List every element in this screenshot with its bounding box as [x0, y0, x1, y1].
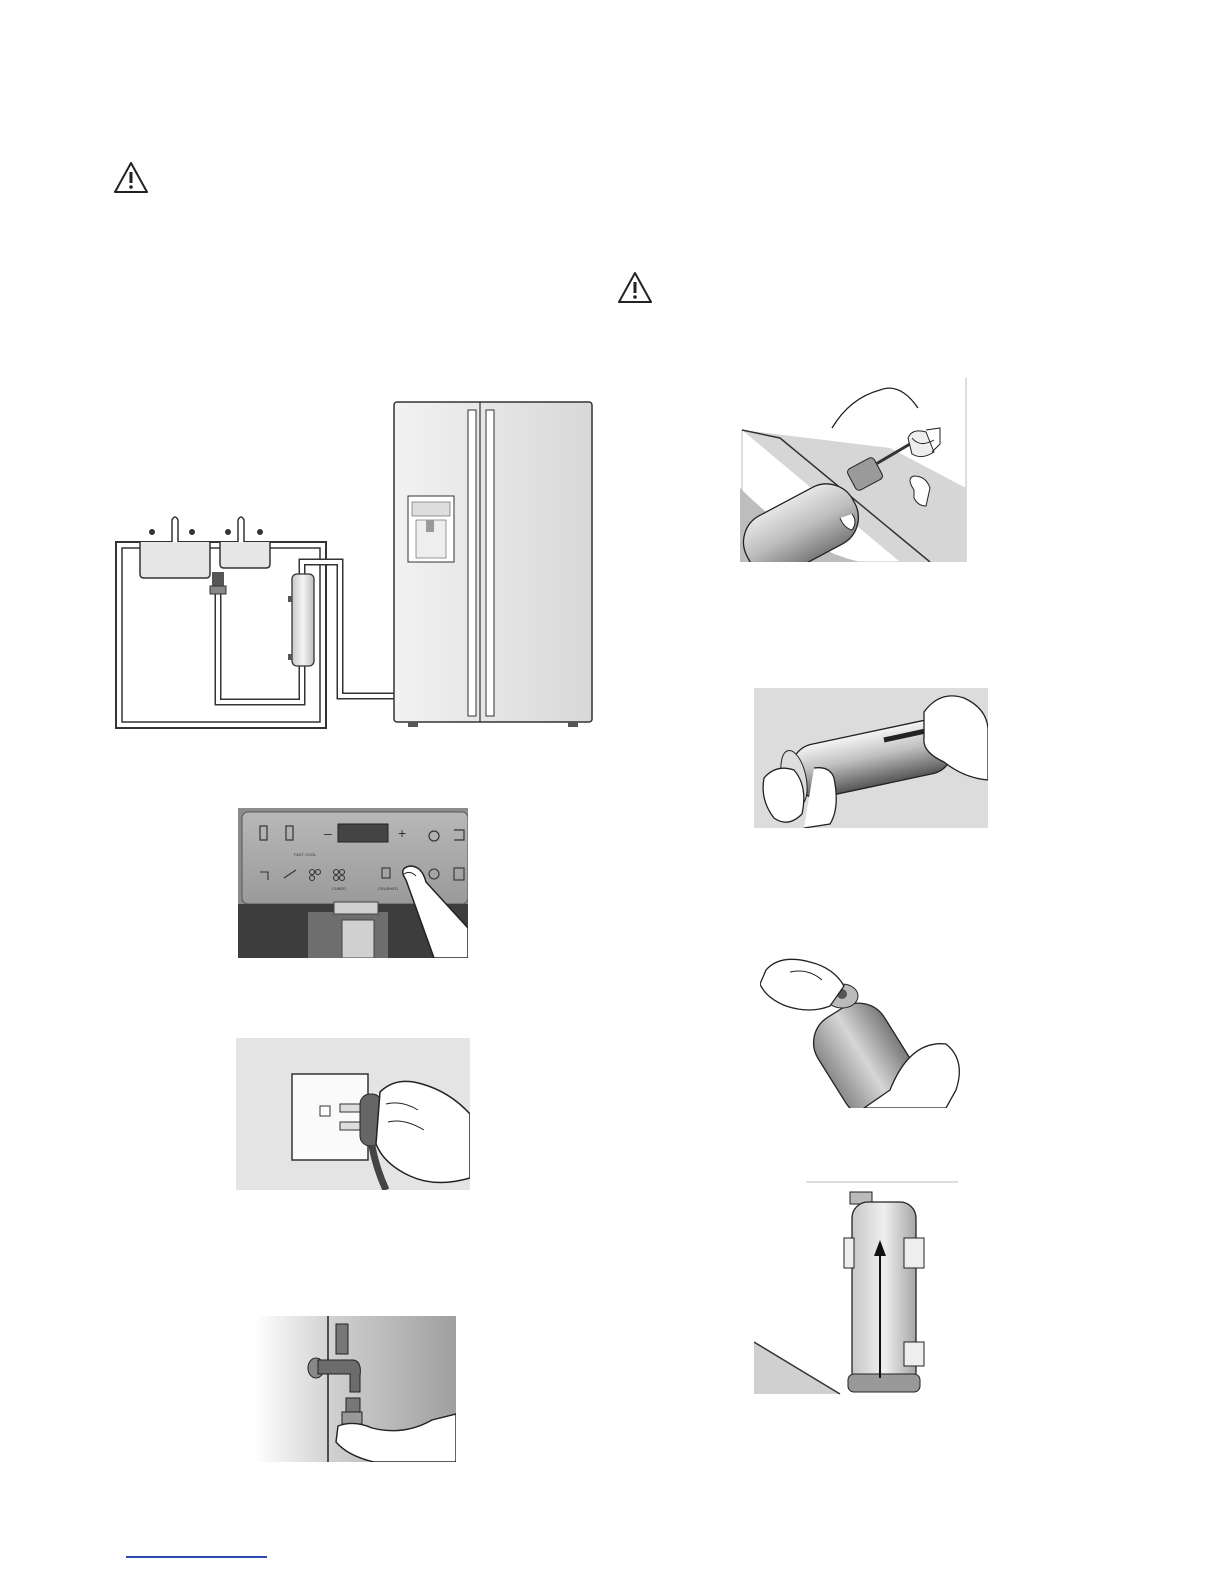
tap-illustration [254, 1316, 456, 1462]
plus-label: + [398, 825, 407, 841]
warning-icon [112, 160, 150, 196]
unplug-illustration [236, 1038, 470, 1190]
footer-rule [126, 1556, 267, 1558]
removing-cap-illustration [760, 950, 966, 1108]
mounted-filter-illustration [754, 1178, 960, 1396]
fast-cool-label: FAST COOL [294, 852, 317, 857]
minus-label: – [324, 825, 332, 841]
installation-diagram [112, 396, 598, 736]
crushed-label: CRUSHED [378, 886, 398, 891]
marking-filter-illustration [754, 688, 988, 828]
warning-icon [616, 270, 654, 306]
cubed-label: CUBED [332, 886, 347, 891]
drilling-illustration [740, 378, 968, 562]
control-panel-illustration [238, 808, 468, 958]
